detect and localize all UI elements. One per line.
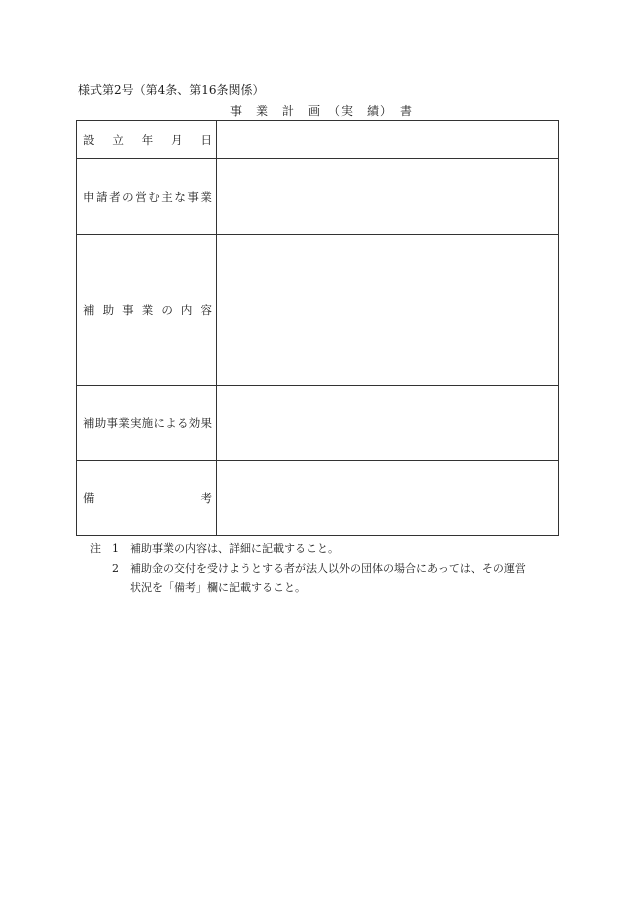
label-char: 年 xyxy=(141,132,154,147)
note-number: 2 xyxy=(112,561,119,575)
note-text: 補助金の交付を受けようとする者が法人以外の団体の場合にあっては、その運営 xyxy=(130,561,526,575)
row-value-establishment-date[interactable] xyxy=(217,121,559,159)
row-value-remarks[interactable] xyxy=(217,461,559,536)
row-label-main-business xyxy=(77,159,217,235)
label-char: 者 xyxy=(109,189,121,204)
spread-label xyxy=(83,490,212,506)
label-char: 補 xyxy=(83,416,95,430)
label-char: 主 xyxy=(161,189,173,204)
label-char: 考 xyxy=(200,491,212,505)
table-row-establishment-date xyxy=(77,121,559,159)
label-char: 営 xyxy=(135,189,147,204)
document-title: 事 業 計 画 （実 績） 書 xyxy=(230,104,414,118)
note-number: 1 xyxy=(112,542,119,555)
spread-label xyxy=(83,189,212,205)
label-char: 申 xyxy=(83,189,95,204)
label-char: 効 xyxy=(188,416,201,430)
label-char: 事 xyxy=(187,189,199,204)
row-label-remarks xyxy=(77,461,217,536)
label-char: む xyxy=(148,189,160,204)
note-text: 補助事業の内容は、詳細に記載すること。 xyxy=(130,542,339,555)
spread-label xyxy=(83,302,212,318)
label-char: 設 xyxy=(83,132,95,147)
table-row-main-business xyxy=(77,159,559,235)
table-row-project-effect xyxy=(77,386,559,461)
form-number: 様式第2号（第4条、第16条関係） xyxy=(78,83,265,97)
label-char: 容 xyxy=(200,303,212,317)
table-row-project-content xyxy=(77,235,559,386)
note-text-continued: 状況を「備考」欄に記載すること。 xyxy=(130,581,306,594)
plan-table xyxy=(76,120,559,536)
row-value-project-effect[interactable] xyxy=(217,386,559,461)
label-char: 助 xyxy=(94,416,107,430)
row-value-main-business[interactable] xyxy=(217,159,559,235)
label-char: る xyxy=(177,416,189,430)
label-char: 事 xyxy=(122,303,134,317)
label-char: 内 xyxy=(180,303,193,317)
label-char: 日 xyxy=(200,132,212,147)
label-char: 月 xyxy=(171,132,183,147)
label-char: 実 xyxy=(130,416,142,430)
label-char: 備 xyxy=(83,491,95,505)
label-char: 請 xyxy=(96,189,108,204)
note-item-2 xyxy=(90,559,560,579)
label-char: 助 xyxy=(102,303,115,317)
label-char: 業 xyxy=(141,303,154,317)
label-char: 施 xyxy=(141,416,154,430)
label-char: 業 xyxy=(200,189,212,204)
row-label-establishment-date xyxy=(77,121,217,159)
label-char: の xyxy=(161,303,173,317)
row-label-project-effect xyxy=(77,386,217,461)
label-char: な xyxy=(174,189,186,204)
label-char: 果 xyxy=(200,416,212,430)
row-value-project-content[interactable] xyxy=(217,235,559,386)
note-item-1 xyxy=(90,539,560,559)
notes-heading: 注 xyxy=(90,542,101,555)
table-row-remarks xyxy=(77,461,559,536)
label-char: に xyxy=(153,416,165,430)
label-char: 業 xyxy=(118,416,130,430)
label-char: 補 xyxy=(83,303,95,317)
label-char: 立 xyxy=(112,132,124,147)
notes-section xyxy=(90,539,560,598)
notes-heading-spacer xyxy=(90,559,112,579)
row-label-project-content xyxy=(77,235,217,386)
spread-label xyxy=(83,132,212,148)
spread-label xyxy=(83,415,212,431)
label-char: よ xyxy=(165,416,177,430)
label-char: 事 xyxy=(106,416,118,430)
label-char: の xyxy=(122,189,134,204)
